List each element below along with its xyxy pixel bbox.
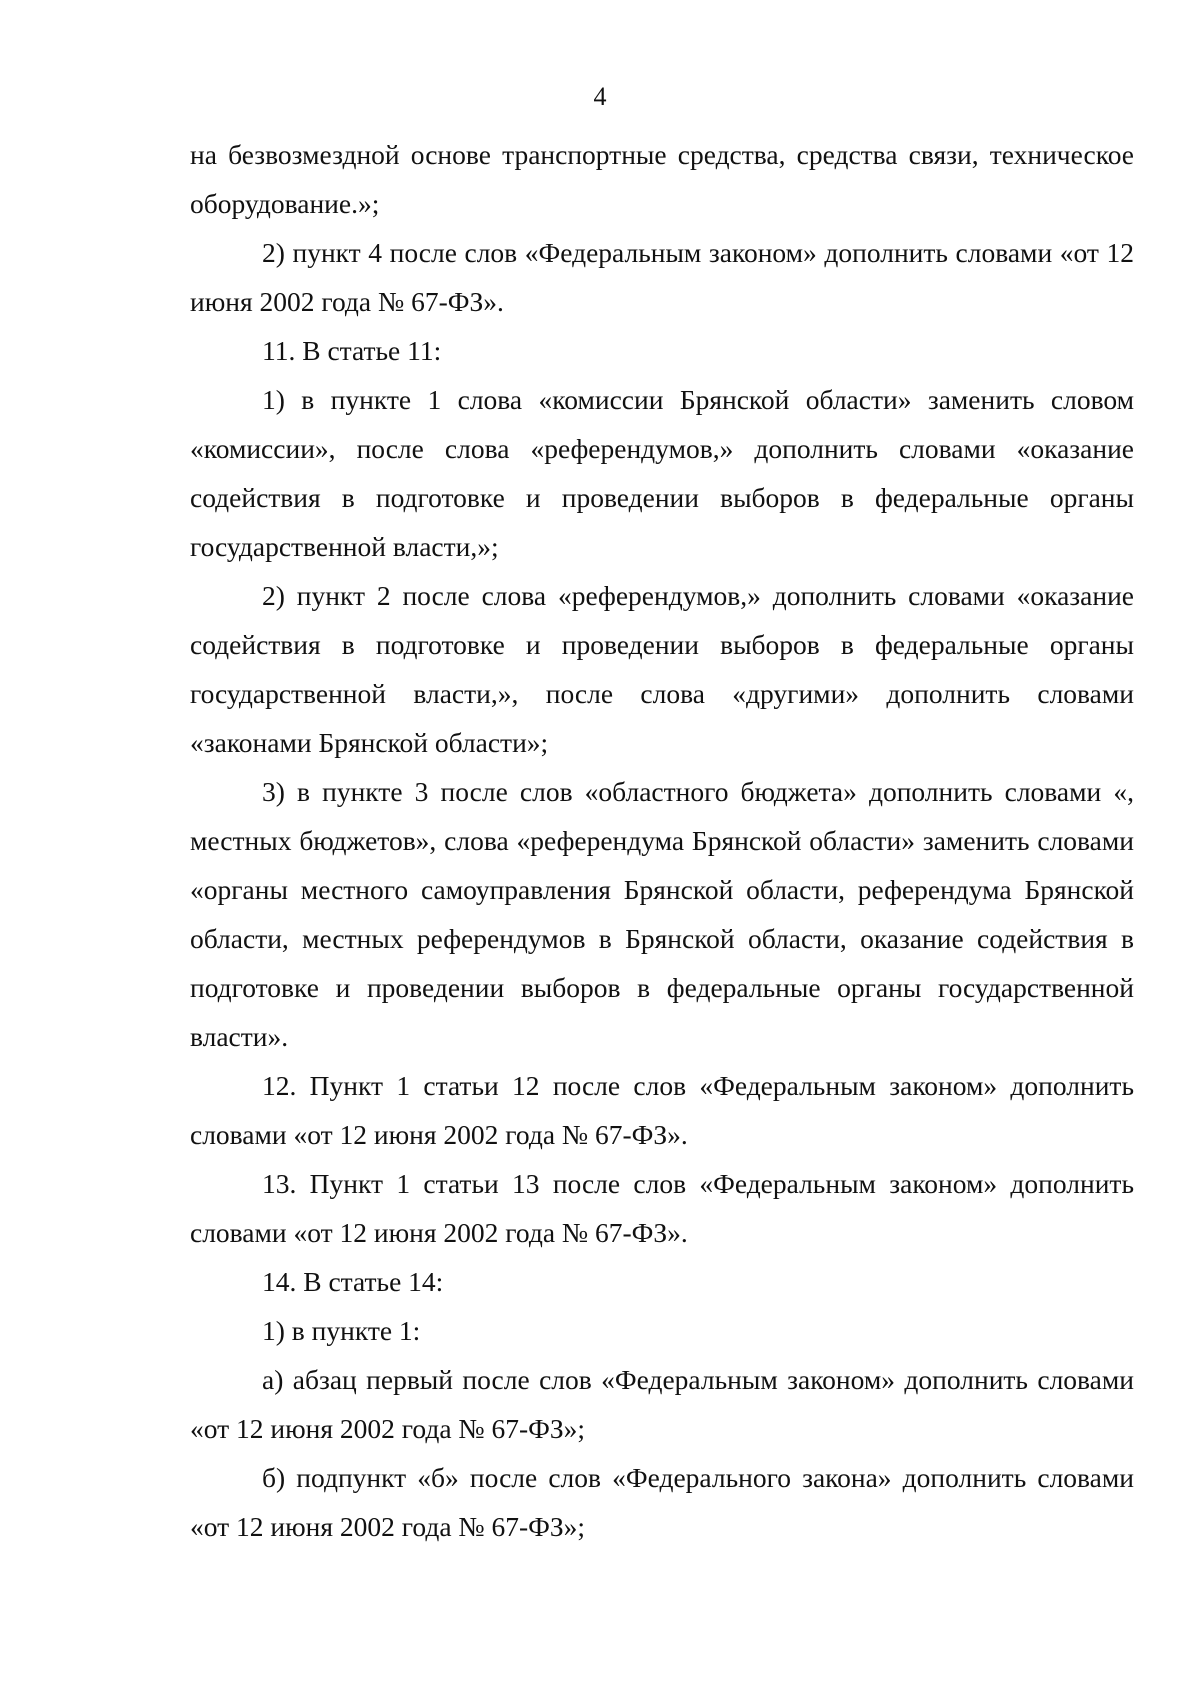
- paragraph-item-2-point-4: 2) пункт 4 после слов «Федеральным законом» дополнить словами «от 12 июня 2002 года № 67-ФЗ».: [190, 237, 1134, 317]
- page-number: 4: [593, 82, 607, 111]
- paragraph-section-14-item-1-b: б) подпункт «б» после слов «Федерального закона» дополнить словами «от 12 июня 2002 года № 67-ФЗ»;: [190, 1462, 1134, 1542]
- paragraph-section-12: 12. Пункт 1 статьи 12 после слов «Федеральным законом» дополнить словами «от 12 июня 2002 года № 67-ФЗ».: [190, 1070, 1134, 1150]
- paragraph-section-11-item-2: 2) пункт 2 после слова «референдумов,» дополнить словами «оказание содействия в подготовке и проведении выборов в федеральные органы государственной власти,», после слова «другими» дополнить словами «законами Брянской области»;: [190, 580, 1134, 758]
- paragraph-section-14-heading: 14. В статье 14:: [262, 1266, 444, 1297]
- paragraph-continuation: на безвозмездной основе транспортные средства, средства связи, техническое оборудование.»;: [190, 139, 1134, 219]
- paragraph-section-14-item-1-a: а) абзац первый после слов «Федеральным законом» дополнить словами «от 12 июня 2002 года № 67-ФЗ»;: [190, 1364, 1134, 1444]
- paragraph-section-13: 13. Пункт 1 статьи 13 после слов «Федеральным законом» дополнить словами «от 12 июня 2002 года № 67-ФЗ».: [190, 1168, 1134, 1248]
- document-body: [190, 130, 1134, 1551]
- paragraph-section-14-item-1: 1) в пункте 1:: [262, 1315, 421, 1346]
- paragraph-section-11-item-1: 1) в пункте 1 слова «комиссии Брянской области» заменить словом «комиссии», после слова «референдумов,» дополнить словами «оказание содействия в подготовке и проведении выборов в федеральные органы государственной власти,»;: [190, 384, 1134, 562]
- paragraph-section-11-heading: 11. В статье 11:: [262, 335, 442, 366]
- paragraph-section-11-item-3: 3) в пункте 3 после слов «областного бюджета» дополнить словами «, местных бюджетов», слова «референдума Брянской области» заменить словами «органы местного самоуправления Брянской области, референдума Брянской области, местных референдумов в Брянской области, оказание содействия в подготовке и проведении выборов в федеральные органы государственной власти».: [190, 776, 1134, 1052]
